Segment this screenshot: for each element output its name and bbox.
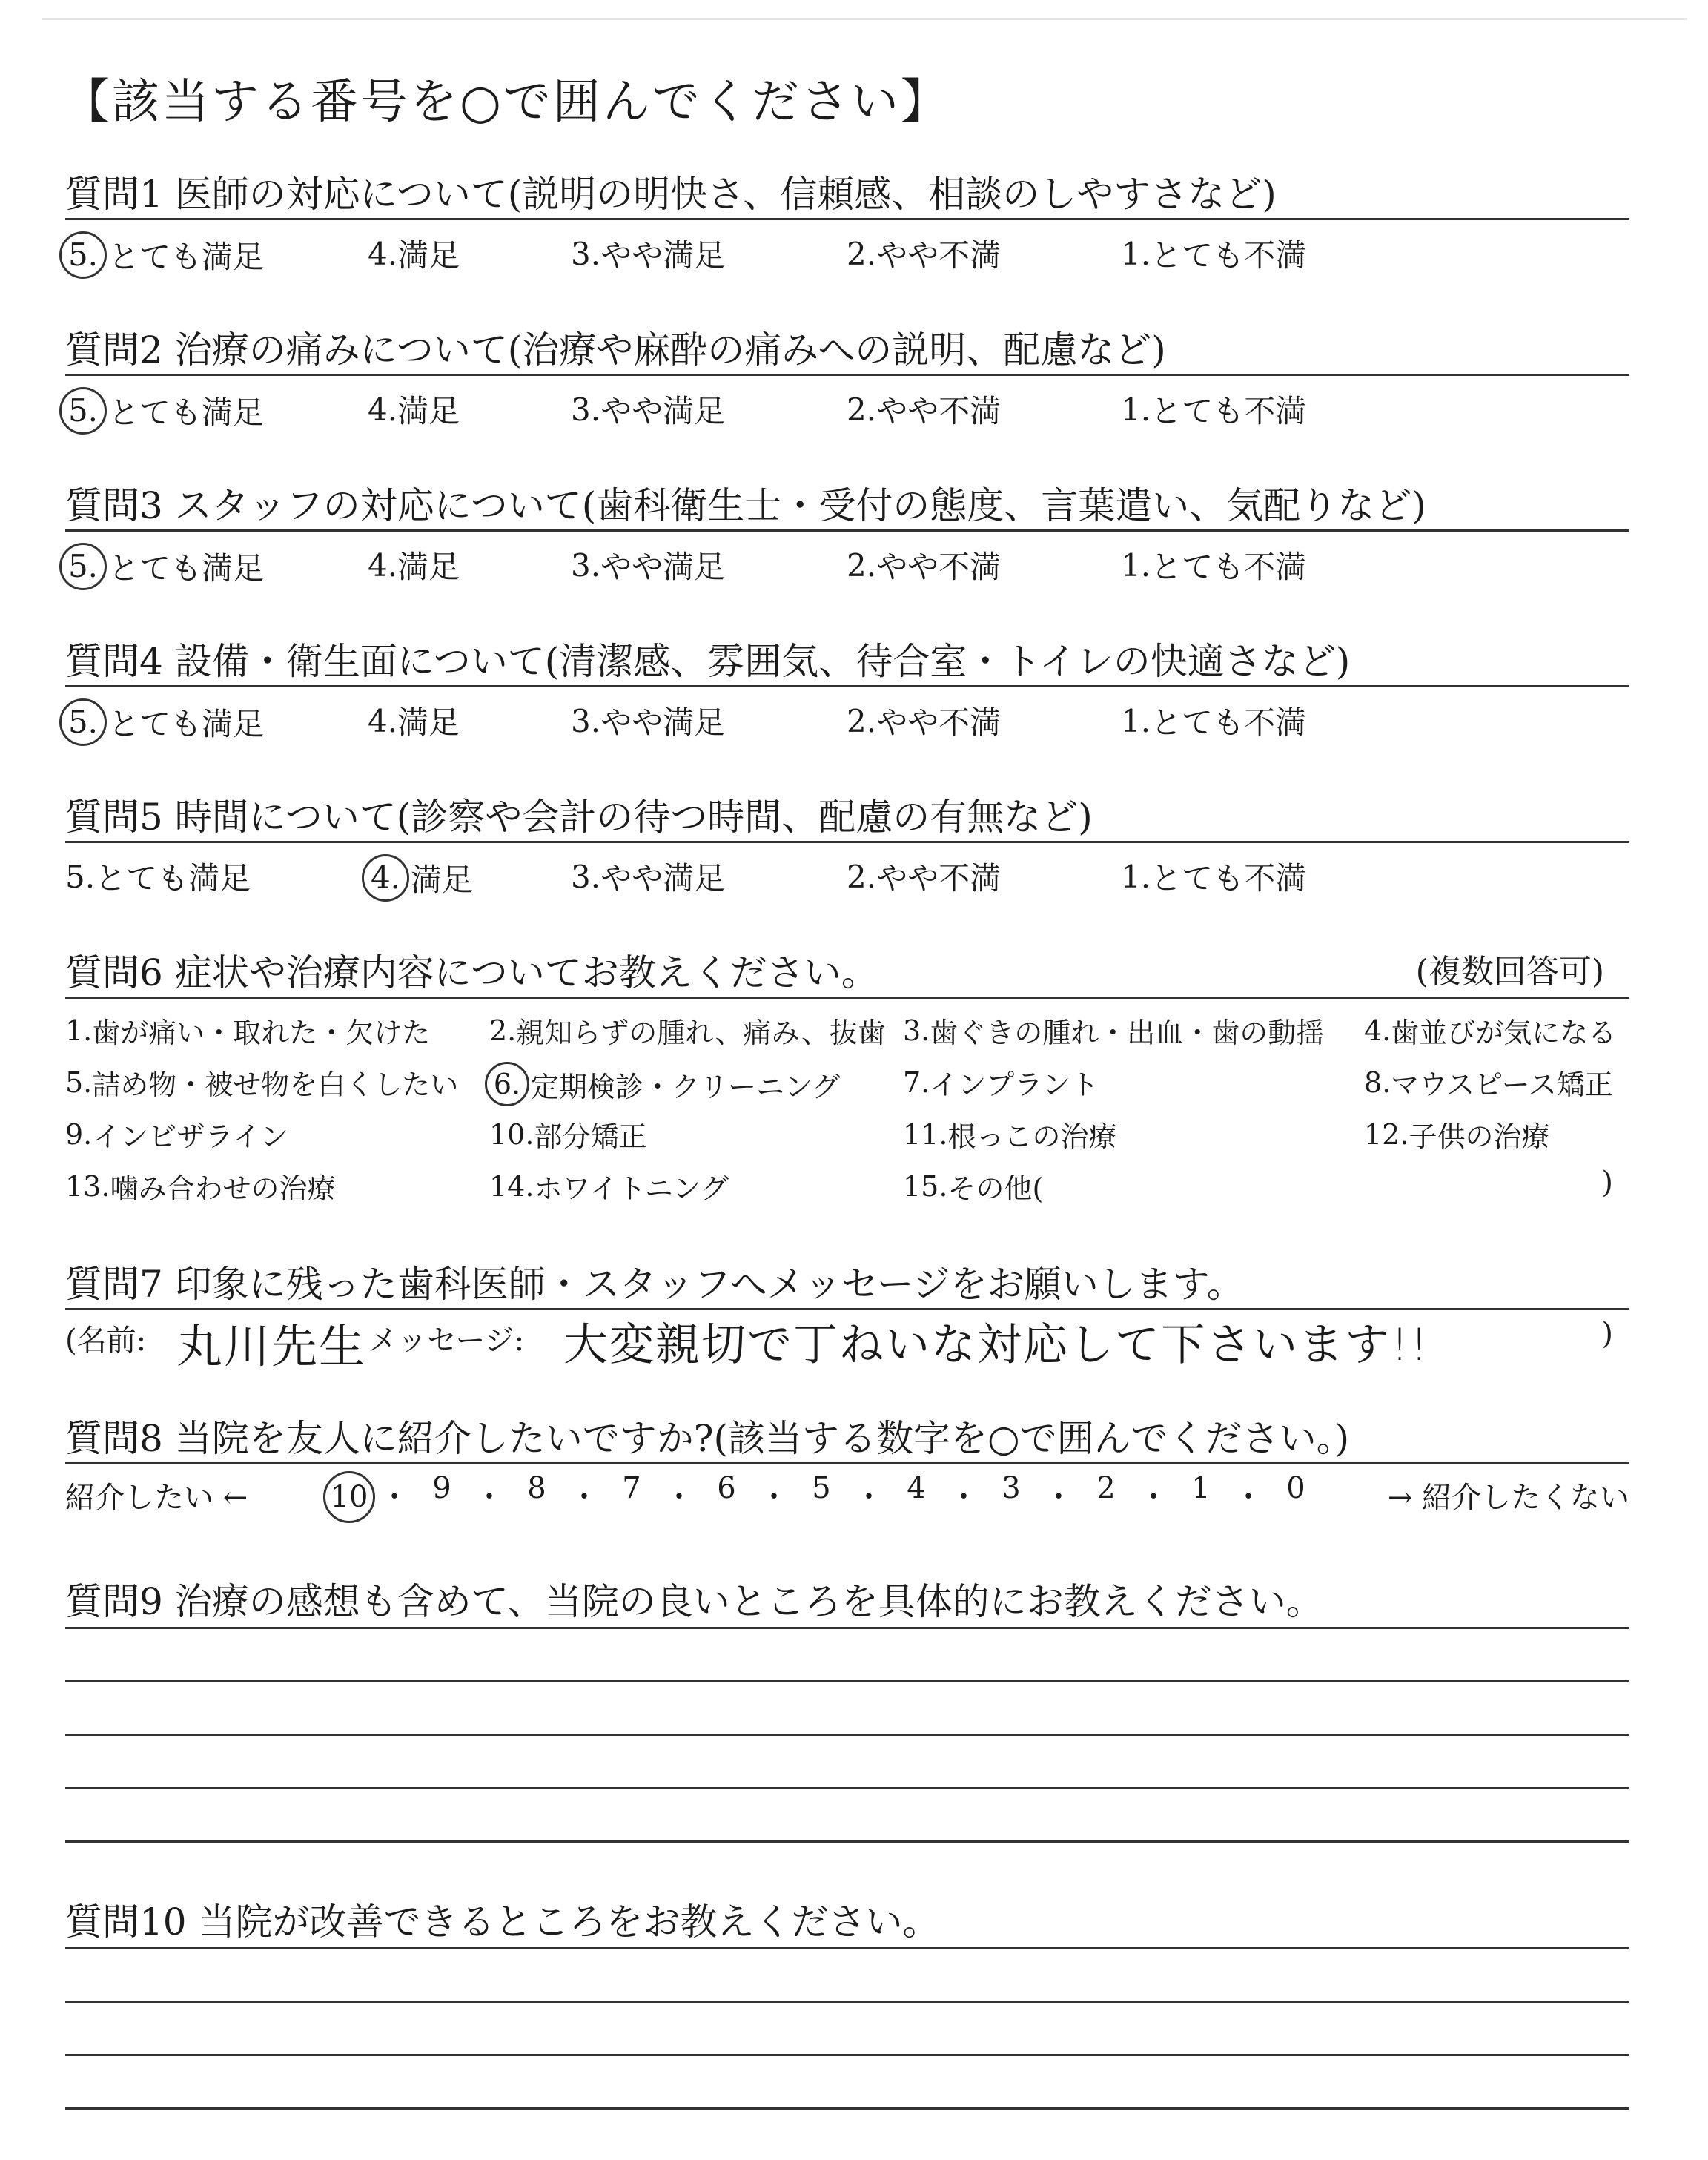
rating-option[interactable] — [65, 543, 264, 590]
answer-line — [65, 1734, 1629, 1736]
question-3-text: 質問3 スタッフの対応について(歯科衛生士・受付の態度、言葉遣い、気配りなど) — [65, 484, 1426, 527]
option-label: とても不満 — [1151, 704, 1307, 741]
question-1-options — [65, 231, 1629, 276]
rating-option[interactable] — [847, 698, 1001, 743]
question-1-rule — [65, 218, 1629, 220]
symptom-option[interactable] — [489, 1166, 729, 1206]
option-label: 満足 — [397, 549, 460, 585]
scale-value[interactable]: 7 — [622, 1471, 641, 1505]
answer-line — [65, 1787, 1629, 1789]
option-number: 3. — [571, 546, 601, 584]
question-4-text: 質問4 設備・衛生面について(清潔感、雰囲気、待合室・トイレの快適さなど) — [65, 640, 1351, 683]
option-number: 7. — [903, 1066, 930, 1099]
rating-option[interactable] — [368, 698, 460, 743]
scale-value[interactable]: 9 — [432, 1471, 451, 1505]
option-label: とても満足 — [108, 550, 265, 587]
scale-value[interactable]: 6 — [717, 1471, 736, 1505]
rating-option[interactable] — [571, 231, 725, 276]
option-label: とても不満 — [1151, 549, 1307, 585]
question-7-close-paren: ) — [1601, 1317, 1613, 1351]
option-label: 歯並びが気になる — [1391, 1017, 1617, 1049]
scale-value-circled[interactable]: 10 — [323, 1471, 375, 1523]
question-4 — [65, 632, 1629, 742]
option-label: インビザライン — [92, 1120, 289, 1153]
symptom-option[interactable] — [903, 1010, 1324, 1051]
option-number: 12. — [1364, 1117, 1409, 1151]
answer-line — [65, 2107, 1629, 2110]
symptom-option[interactable] — [903, 1166, 1043, 1206]
option-label: やや不満 — [876, 549, 1002, 585]
option-label: やや不満 — [876, 393, 1002, 429]
answer-line — [65, 1947, 1629, 1949]
scale-separator: ・ — [1234, 1480, 1263, 1514]
option-number: 2. — [847, 391, 877, 428]
name-label: (名前: — [65, 1324, 147, 1358]
rating-option[interactable] — [571, 698, 725, 743]
option-number: 3. — [571, 858, 601, 895]
question-3 — [65, 476, 1629, 587]
rating-option[interactable] — [847, 387, 1001, 432]
symptom-option[interactable] — [489, 1062, 840, 1106]
option-label: 歯ぐきの腫れ・出血・歯の動揺 — [930, 1017, 1325, 1049]
option-label: やや不満 — [876, 237, 1002, 274]
scale-value[interactable]: 2 — [1096, 1471, 1116, 1505]
rating-option[interactable] — [571, 854, 725, 899]
rating-option[interactable] — [1121, 698, 1306, 743]
option-number: 3. — [571, 702, 601, 739]
question-1-text: 質問1 医師の対応について(説明の明快さ、信頼感、相談のしやすさなど) — [65, 173, 1277, 216]
option-label: やや満足 — [600, 237, 726, 274]
option-label: 詰め物・被せ物を白くしたい — [92, 1069, 459, 1101]
question-3-options — [65, 543, 1629, 587]
rating-option[interactable] — [847, 543, 1001, 587]
page-heading: 【該当する番号を○で囲んでください】 — [62, 75, 950, 130]
option-label: 満足 — [397, 704, 460, 741]
option-number: 1. — [1121, 391, 1151, 428]
rating-option[interactable] — [847, 854, 1001, 899]
symptom-option[interactable] — [489, 1114, 646, 1155]
question-10-text: 質問10 当院が改善できるところをお教えください。 — [65, 1900, 940, 1943]
option-label: とても不満 — [1151, 237, 1307, 274]
question-5 — [65, 787, 1629, 898]
option-label: その他( — [947, 1172, 1044, 1205]
option-label: とても満足 — [108, 394, 265, 431]
question-2-rule — [65, 374, 1629, 376]
option-number: 5. — [65, 1066, 93, 1099]
rating-option[interactable] — [1121, 231, 1306, 276]
option-label: やや満足 — [600, 704, 726, 741]
scale-separator: ・ — [380, 1480, 409, 1514]
scale-separator: ・ — [569, 1480, 599, 1514]
option-number-circled: 5. — [59, 543, 107, 590]
option-number: 2. — [847, 235, 877, 272]
symptom-option[interactable] — [903, 1114, 1116, 1155]
rating-option[interactable] — [1121, 387, 1306, 432]
scale-value[interactable]: 3 — [1002, 1471, 1021, 1505]
rating-option[interactable] — [65, 698, 264, 746]
option-number: 9. — [65, 1117, 93, 1151]
option-number-circled: 4. — [362, 854, 409, 902]
option-number: 2. — [847, 546, 877, 584]
option-label: 満足 — [411, 862, 474, 898]
option-number: 1. — [1121, 235, 1151, 272]
option-number: 10. — [489, 1117, 534, 1151]
symptom-option[interactable] — [1364, 1010, 1616, 1051]
option-number-circled: 5. — [59, 387, 107, 435]
rating-option[interactable] — [368, 231, 460, 276]
option-label: 満足 — [397, 237, 460, 274]
symptom-option[interactable] — [489, 1010, 886, 1051]
recommend-left-label: 紹介したい ← — [65, 1481, 248, 1515]
option-label: とても不満 — [1151, 860, 1307, 896]
question-6 — [65, 943, 1629, 1205]
scale-separator: ・ — [854, 1480, 884, 1514]
question-8-rule — [65, 1462, 1629, 1464]
option-number: 1. — [65, 1014, 93, 1047]
scale-separator: ・ — [759, 1480, 789, 1514]
symptom-option[interactable] — [65, 1010, 430, 1051]
option-number: 1. — [1121, 702, 1151, 739]
option-number: 5. — [65, 858, 96, 895]
question-9 — [65, 1572, 1629, 1625]
symptom-option[interactable] — [903, 1062, 1099, 1103]
question-5-rule — [65, 841, 1629, 843]
option-number: 1. — [1121, 546, 1151, 584]
option-number: 2. — [847, 702, 877, 739]
answer-line — [65, 1840, 1629, 1843]
option-number: 8. — [1364, 1066, 1391, 1099]
option-number: 3. — [571, 235, 601, 272]
name-value: 丸川先生 — [176, 1319, 367, 1373]
option-number: 4. — [368, 235, 398, 272]
rating-option[interactable] — [847, 231, 1001, 276]
page-top-rule — [42, 18, 1687, 20]
option-number: 15. — [903, 1169, 948, 1203]
rating-option[interactable] — [368, 543, 460, 587]
option-label: やや満足 — [600, 393, 726, 429]
recommend-scale — [65, 1471, 1629, 1530]
question-3-rule — [65, 529, 1629, 532]
symptom-option[interactable] — [1364, 1062, 1613, 1103]
option-number: 2. — [489, 1014, 517, 1047]
question-5-options — [65, 854, 1629, 899]
option-label: やや不満 — [876, 860, 1002, 896]
option-label: やや不満 — [876, 704, 1002, 741]
option-label: やや満足 — [600, 549, 726, 585]
question-4-rule — [65, 685, 1629, 687]
option-label: とても満足 — [95, 860, 251, 896]
question-5-text: 質問5 時間について(診察や会計の待つ時間、配慮の有無など) — [65, 796, 1093, 839]
question-6-close-paren: ) — [1601, 1166, 1613, 1200]
option-number: 13. — [65, 1169, 110, 1203]
question-2 — [65, 320, 1629, 431]
question-9-text: 質問9 治療の感想も含めて、当院の良いところを具体的にお教えください。 — [65, 1580, 1323, 1623]
option-label: ホワイトニング — [534, 1172, 729, 1205]
scale-separator: ・ — [1044, 1480, 1073, 1514]
option-label: やや満足 — [600, 860, 726, 896]
rating-option[interactable] — [65, 387, 264, 435]
question-2-text: 質問2 治療の痛みについて(治療や麻酔の痛みへの説明、配慮など) — [65, 328, 1166, 371]
question-6-note: (複数回答可) — [1415, 953, 1604, 991]
scale-value[interactable]: 1 — [1191, 1471, 1211, 1505]
option-number: 14. — [489, 1169, 534, 1203]
symptom-option[interactable] — [65, 1062, 458, 1103]
option-label: とても満足 — [108, 239, 265, 275]
rating-option[interactable] — [571, 543, 725, 587]
option-label: 子供の治療 — [1409, 1120, 1550, 1153]
option-number: 1. — [1121, 858, 1151, 895]
answer-line — [65, 2054, 1629, 2056]
recommend-right-label: → 紹介したくない — [1387, 1481, 1629, 1515]
option-number: 4. — [368, 391, 398, 428]
option-label: 根っこの治療 — [947, 1120, 1117, 1153]
option-number: 4. — [1364, 1014, 1391, 1047]
message-label: メッセージ: — [368, 1324, 525, 1358]
option-number: 3. — [571, 391, 601, 428]
question-4-options — [65, 698, 1629, 743]
option-label: とても不満 — [1151, 393, 1307, 429]
scale-separator: ・ — [474, 1480, 504, 1514]
rating-option[interactable] — [571, 387, 725, 432]
option-number: 2. — [847, 858, 877, 895]
option-number: 11. — [903, 1117, 948, 1151]
option-number: 4. — [368, 546, 398, 584]
option-label: 満足 — [397, 393, 460, 429]
rating-option[interactable] — [368, 387, 460, 432]
question-1 — [65, 165, 1629, 275]
question-7-text: 質問7 印象に残った歯科医師・スタッフへメッセージをお願いします。 — [65, 1263, 1244, 1306]
option-number: 4. — [368, 702, 398, 739]
option-number-circled: 5. — [59, 231, 107, 279]
option-label: 噛み合わせの治療 — [110, 1172, 336, 1205]
question-10 — [65, 1892, 1629, 1946]
option-label: 部分矯正 — [534, 1120, 647, 1153]
option-number-circled: 6. — [485, 1062, 529, 1106]
question-8 — [65, 1409, 1629, 1515]
question-6-rule — [65, 997, 1629, 999]
scale-separator: ・ — [1139, 1480, 1168, 1514]
symptom-option[interactable] — [65, 1114, 288, 1155]
option-label: 親知らずの腫れ、痛み、抜歯 — [516, 1017, 886, 1049]
answer-line — [65, 1680, 1629, 1682]
question-6-text: 質問6 症状や治療内容についてお教えください。 — [65, 951, 878, 994]
option-number-circled: 5. — [59, 698, 107, 746]
scale-separator: ・ — [949, 1480, 979, 1514]
question-7 — [65, 1255, 1629, 1373]
question-8-text: 質問8 当院を友人に紹介したいですか?(該当する数字を○で囲んでください。) — [65, 1417, 1350, 1460]
option-label: 定期検診・クリーニング — [531, 1070, 841, 1103]
rating-option[interactable] — [368, 854, 473, 902]
option-number: 3. — [903, 1014, 930, 1047]
answer-line — [65, 1627, 1629, 1629]
message-value: 大変親切で丁ねいな対応して下さいます!! — [563, 1319, 1430, 1371]
option-label: 歯が痛い・取れた・欠けた — [92, 1017, 431, 1049]
scale-value[interactable]: 5 — [812, 1471, 831, 1505]
symptom-option[interactable] — [1364, 1114, 1549, 1155]
scale-separator: ・ — [664, 1480, 694, 1514]
scale-value[interactable]: 4 — [907, 1471, 926, 1505]
rating-option[interactable] — [1121, 543, 1306, 587]
symptom-option[interactable] — [65, 1166, 335, 1206]
answer-line — [65, 2001, 1629, 2003]
question-2-options — [65, 387, 1629, 432]
rating-option[interactable] — [1121, 854, 1306, 899]
rating-option[interactable] — [65, 854, 251, 899]
rating-option[interactable] — [65, 231, 264, 279]
option-label: とても満足 — [108, 706, 265, 742]
option-label: マウスピース矯正 — [1391, 1069, 1613, 1101]
scale-value[interactable]: 0 — [1286, 1471, 1305, 1505]
option-label: インプラント — [930, 1069, 1099, 1101]
scale-value[interactable]: 8 — [527, 1471, 546, 1505]
